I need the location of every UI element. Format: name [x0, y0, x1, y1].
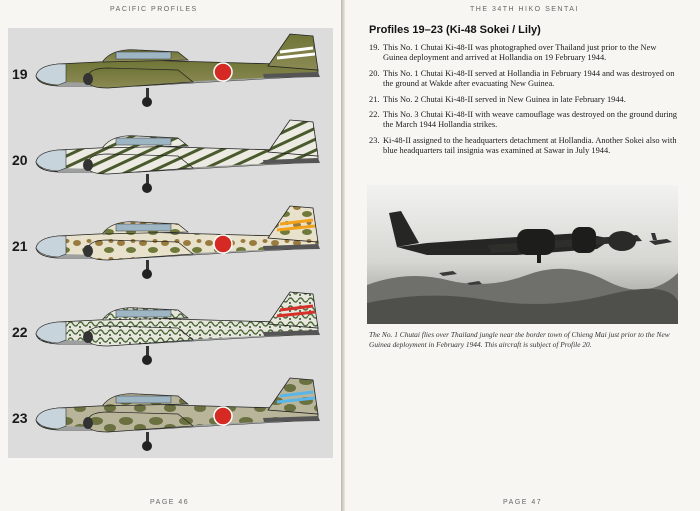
entry-number: 19.	[369, 43, 380, 52]
left-folio: PAGE 46	[150, 499, 190, 506]
tail-fin	[268, 206, 318, 242]
archival-photo	[367, 185, 678, 324]
canopy-glass	[116, 52, 171, 59]
profile-entry	[369, 136, 679, 157]
wheel	[142, 183, 152, 193]
left-page	[0, 0, 341, 511]
hinomaru	[214, 63, 232, 81]
entry-text: This No. 1 Chutai Ki-48-II was photographed over Thailand just prior to the New Guinea deployment and arrived at Hollandia on 19 February 1944.	[383, 43, 657, 63]
engine-nacelle	[88, 68, 193, 88]
aircraft-profile	[28, 288, 328, 368]
engine-nacelle	[88, 154, 193, 174]
canopy-glass	[116, 310, 171, 317]
profile-number: 19	[12, 66, 28, 82]
right-running-head: THE 34TH HIKO SENTAI	[470, 6, 579, 13]
profiles-heading: Profiles 19–23 (Ki-48 Sokei / Lily)	[369, 24, 541, 36]
wheel	[142, 355, 152, 365]
aircraft-profile	[28, 30, 328, 110]
profile-plate	[8, 28, 333, 114]
entry-number: 23.	[369, 135, 380, 145]
profile-plate	[8, 286, 333, 372]
tail-fin	[268, 120, 318, 156]
profile-number: 21	[12, 238, 28, 254]
profile-plate	[8, 200, 333, 286]
engine-nacelle	[88, 412, 193, 432]
canopy-glass	[116, 138, 171, 145]
profiles-panel	[8, 28, 333, 458]
profile-entries	[369, 43, 679, 162]
entry-number: 20.	[369, 68, 380, 78]
photo-caption: The No. 1 Chutai flies over Thailand jungle near the border town of Chieng Mai just prior to the New Guinea deployment in February 1944. This aircraft is subject of Profile 20.	[369, 330, 670, 349]
engine-nacelle	[88, 240, 193, 260]
wheel	[142, 97, 152, 107]
profile-entry	[369, 110, 679, 131]
aircraft-profile	[28, 116, 328, 196]
canopy-glass	[116, 396, 171, 403]
canopy-glass	[116, 224, 171, 231]
tail-fin	[268, 292, 318, 328]
spinner	[83, 73, 93, 85]
engine-nacelle	[88, 326, 193, 346]
wheel	[142, 269, 152, 279]
spinner	[83, 331, 93, 343]
entry-number: 21.	[369, 94, 380, 104]
profile-entry	[369, 43, 679, 64]
aircraft-profile	[28, 202, 328, 282]
spinner	[83, 417, 93, 429]
wheel	[142, 441, 152, 451]
entry-text: This No. 3 Chutai Ki-48-II with weave camouflage was destroyed on the ground during the March 1944 Hollandia strikes.	[383, 110, 677, 130]
left-running-head: PACIFIC PROFILES	[110, 6, 198, 13]
profile-number: 20	[12, 152, 28, 168]
profile-number: 22	[12, 324, 28, 340]
profile-plate	[8, 114, 333, 200]
entry-number: 22.	[369, 110, 380, 120]
hinomaru	[214, 407, 232, 425]
tail-fin	[268, 34, 318, 70]
profile-entry	[369, 69, 679, 90]
spinner	[83, 159, 93, 171]
profile-number: 23	[12, 410, 28, 426]
profile-plate	[8, 372, 333, 458]
right-folio: PAGE 47	[503, 499, 543, 506]
hinomaru	[214, 235, 232, 253]
entry-text: This No. 2 Chutai Ki-48-II served in New Guinea in late February 1944.	[383, 94, 626, 104]
spinner	[83, 245, 93, 257]
right-page	[345, 0, 700, 511]
aircraft-profile	[28, 374, 328, 454]
entry-text: Ki-48-II assigned to the headquarters detachment at Hollandia. Another Sokei also with blue headquarters tail insignia was examined at Sawar in July 1944.	[383, 135, 677, 156]
profile-entry	[369, 95, 679, 105]
entry-text: This No. 1 Chutai Ki-48-II served at Hollandia in February 1944 and was destroyed on the ground at Wakde after evacuating New Guinea.	[383, 68, 675, 89]
tail-fin	[268, 378, 318, 414]
